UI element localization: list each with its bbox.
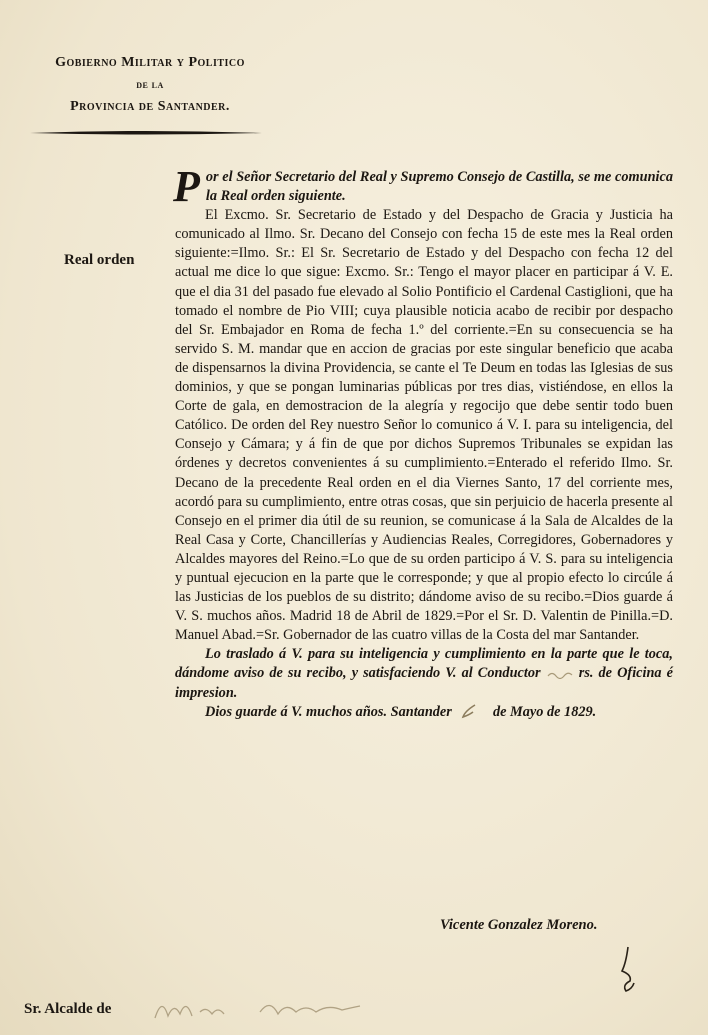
letterhead-line-1: Gobierno Militar y Politico bbox=[55, 55, 245, 70]
letter-body bbox=[173, 162, 674, 722]
intro-text: or el Señor Secretario del Real y Supremo Consejo de Castilla, se me comunica la Real orden siguiente. bbox=[205, 169, 673, 205]
letterhead bbox=[30, 52, 270, 118]
signature-name: Vicente Gonzalez Moreno. bbox=[440, 917, 598, 933]
main-paragraph: El Excmo. Sr. Secretario de Estado y del Despacho de Gracia y Justicia ha comunicado al Ilmo. Sr. Decano del Consejo con fecha 15 de este mes la Real orden siguiente:=Ilmo. Sr.: El Sr. Secretario de Estado y del Despacho con fecha 12 del actual me dice lo que sigue: Excmo. Sr.: Tengo el mayor placer en participar á V. E. que el dia 31 del pasado fue elevado al Solio Pontificio el Cardenal Castiglioni, que ha tomado el nombre de Pio VIII; cuya plausible noticia acabo de recibir por despacho del Sr. Embajador en Roma de fecha 1.º del corriente.=En su consecuencia se ha servido S. M. mandar que en accion de gracias por este singular beneficio que acaba de dispensarnos la divina Providencia, se cante el Te Deum en todas las Iglesias de sus dominios, y que se pongan luminarias públicas por tres dias, vistiéndose, en ellos la Corte de gala, en demostracion de la alegría y regocijo que debe sentir todo buen Católico. De orden del Rey nuestro Señor lo comunico á V. I. para su inteligencia, del Consejo y Cámara; y á fin de que por dichos Supremos Tribunales se expidan las órdenes y decretos convenientes á su cumplimiento.=Enterado el referido Ilmo. Sr. Decano de la precedente Real orden en el dia Viernes Santo, 17 del corriente mes, acordó para su cumplimiento, entre otras cosas, que sin perjuicio de hacerla presente al Consejo en el primer dia útil de su reunion, se comunicase á la Sala de Alcaldes de la Real Casa y Corte, Chancillerías y Audiencias Reales, Corregidores, Gobernadores y Alcaldes mayores del Reino.=Lo que de su orden participo á V. S. para su inteligencia y puntual ejecucion en la parte que le corresponde; y que al propio efecto lo circúle á las Justicias de los pueblos de su distrito; dándome aviso de su recibo.=Dios guarde á V. S. muchos años. Madrid 18 de Abril de 1829.=Por el Sr. D. Valentin de Pinilla.=D. Manuel Abad.=Sr. Gobernador de las cuatro villas de la Costa del mar Santander. bbox=[175, 207, 673, 644]
intro-paragraph bbox=[173, 162, 673, 211]
handwritten-day bbox=[455, 703, 489, 721]
transfer-paragraph bbox=[175, 645, 673, 702]
closing-text-2: de Mayo de 1829. bbox=[492, 703, 597, 720]
addressee-label: Sr. Alcalde de bbox=[24, 1001, 112, 1017]
signature-rubric bbox=[610, 945, 650, 995]
handwritten-amount bbox=[546, 669, 574, 679]
margin-note: Real orden bbox=[64, 252, 135, 268]
closing-text-1: Dios guarde á V. muchos años. Santander bbox=[205, 703, 452, 720]
letterhead-line-2: de la bbox=[136, 79, 164, 91]
handwritten-addressee bbox=[150, 988, 365, 1028]
transfer-text-2: rs. de Oficina é impresion. bbox=[175, 665, 674, 701]
drop-cap: P bbox=[173, 162, 200, 211]
letterhead-line-3: Provincia de Santander. bbox=[70, 99, 230, 114]
closing-paragraph bbox=[175, 703, 673, 722]
letterhead-rule bbox=[30, 130, 262, 133]
transfer-text-1: Lo traslado á V. para su inteligencia y cumplimiento en la parte que le toca, dándome aviso de su recibo, y satisfaciendo V. al Conductor bbox=[175, 646, 673, 682]
